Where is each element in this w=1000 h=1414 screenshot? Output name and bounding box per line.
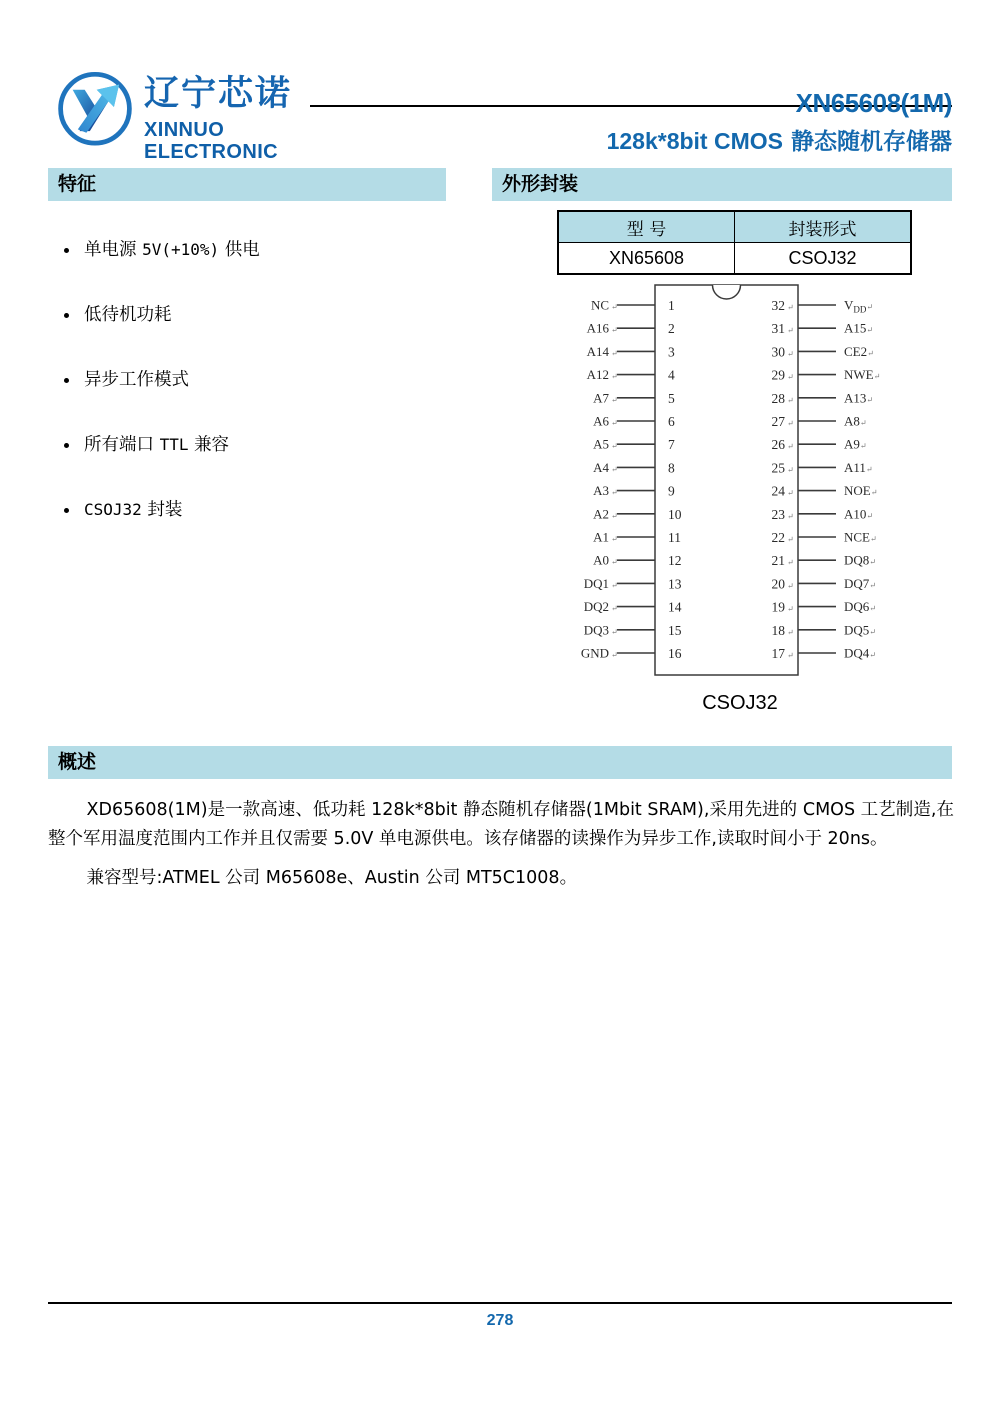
eol-mark-icon: ↵ — [611, 604, 618, 614]
eol-mark-icon: ↵ — [611, 580, 618, 590]
feature-text: 封装 — [147, 500, 183, 520]
eol-mark-icon: ↵ — [787, 535, 794, 544]
eol-mark-icon: ↵ — [787, 627, 794, 637]
pin-label-right: NOE↵ — [844, 483, 878, 499]
pin-label-left: A5 — [593, 436, 609, 452]
pin-label-left: DQ3 — [583, 622, 609, 638]
overview-paragraph-2: 兼容型号:ATMEL 公司 M65608e、Austin 公司 MT5C1008。 — [86, 868, 578, 888]
pin-number-left: 13 — [668, 576, 682, 592]
pin-number-left: 7 — [668, 437, 675, 453]
eol-mark-icon: ↵ — [787, 442, 794, 452]
page-number: 278 — [486, 1312, 514, 1329]
eol-mark-icon: ↵ — [611, 302, 618, 312]
pin-label-right: A9↵ — [844, 436, 867, 452]
pin-label-left: A12 — [586, 367, 609, 383]
pin-label-left: A4 — [593, 459, 609, 475]
pin-label-left: A1 — [593, 529, 609, 545]
pin-label-right: $V_{DD}^↵$ — [844, 297, 874, 315]
pin-number-left: 16 — [668, 646, 682, 661]
package-table — [557, 210, 912, 275]
eol-mark-icon: ↵ — [787, 465, 794, 475]
table-row — [558, 243, 911, 275]
pin-label-left: A7 — [593, 390, 609, 406]
feature-item — [60, 433, 460, 457]
section-header-package — [492, 168, 952, 201]
eol-mark-icon: ↵ — [787, 651, 794, 660]
package-caption: CSOJ32 — [702, 692, 778, 714]
pin-label-left: A16 — [586, 320, 609, 336]
pin-number-right: 22 — [771, 530, 785, 545]
pin-label-left: A2 — [593, 506, 609, 522]
pin-number-left: 11 — [668, 530, 681, 545]
page-title — [607, 126, 952, 157]
pin-number-left: 8 — [668, 460, 675, 476]
eol-mark-icon: ↵ — [787, 419, 794, 428]
pin-label-right: A15↵ — [844, 320, 874, 336]
pin-number-left: 1 — [668, 298, 675, 313]
feature-value: 5V(+10%) — [142, 240, 220, 259]
logo-chinese-name: 辽宁芯诺 — [144, 74, 293, 114]
pin-number-right: 31 — [771, 321, 785, 337]
pin-label-right: DQ5↵ — [844, 622, 876, 638]
eol-mark-icon: ↵ — [787, 581, 794, 591]
table-cell-package: CSOJ32 — [735, 243, 912, 275]
pin-number-right: 21 — [771, 553, 785, 569]
pin-label-right: CE2↵ — [844, 343, 874, 359]
pin-number-right: 17 — [771, 646, 785, 661]
pin-number-left: 2 — [668, 321, 675, 337]
pin-number-right: 27 — [771, 414, 785, 429]
eol-mark-icon: ↵ — [611, 650, 618, 660]
pin-number-left: 4 — [668, 367, 675, 383]
feature-text: 异步工作模式 — [84, 370, 189, 390]
pin-number-right: 20 — [771, 576, 785, 592]
pin-label-right: NWE↵ — [844, 367, 881, 383]
table-header-model: 型 号 — [558, 211, 735, 243]
pin-number-left: 12 — [668, 553, 682, 569]
pin-number-right: 18 — [771, 622, 785, 638]
section-title-package: 外形封装 — [502, 173, 579, 195]
pin-label-right: A10↵ — [844, 506, 874, 522]
eol-mark-icon: ↵ — [611, 557, 618, 567]
eol-mark-icon: ↵ — [611, 627, 618, 637]
feature-text: 低待机功耗 — [84, 305, 172, 325]
eol-mark-icon: ↵ — [611, 534, 618, 544]
pin-number-right: 28 — [771, 390, 785, 406]
pin-label-left: A0 — [593, 552, 609, 568]
pin-label-left: NC — [590, 297, 609, 313]
pin-label-right: DQ4↵ — [844, 645, 876, 661]
pin-number-right: 24 — [771, 483, 785, 499]
eol-mark-icon: ↵ — [787, 326, 794, 336]
pin-number-right: 19 — [771, 599, 785, 615]
eol-mark-icon: ↵ — [787, 511, 794, 521]
eol-mark-icon: ↵ — [787, 303, 794, 312]
pin-label-right: NCE↵ — [844, 529, 877, 545]
section-title-features: 特征 — [58, 173, 97, 195]
overview-section — [48, 796, 954, 893]
eol-mark-icon: ↵ — [611, 418, 618, 428]
eol-mark-icon: ↵ — [611, 348, 618, 358]
eol-mark-icon: ↵ — [787, 488, 794, 498]
feature-text: 所有端口 — [84, 435, 154, 455]
subtitle-latin: 128k*8bit CMOS — [606, 128, 783, 154]
pin-label-left: A6 — [593, 413, 609, 429]
eol-mark-icon: ↵ — [611, 511, 618, 521]
eol-mark-icon: ↵ — [787, 558, 794, 568]
eol-mark-icon: ↵ — [787, 395, 794, 405]
pin-number-left: 15 — [668, 622, 682, 638]
eol-mark-icon: ↵ — [611, 441, 618, 451]
pin-number-left: 3 — [668, 344, 675, 360]
pin-number-right: 32 — [771, 298, 785, 313]
pin-label-right: A11↵ — [844, 459, 873, 475]
pin-configuration-diagram — [555, 275, 925, 685]
feature-text: 供电 — [224, 240, 260, 260]
feature-value: CSOJ32 — [84, 500, 142, 519]
section-header-overview — [48, 746, 952, 779]
eol-mark-icon: ↵ — [611, 464, 618, 474]
pin-diagram-svg — [555, 275, 925, 685]
table-header-row — [558, 211, 911, 243]
xinnuo-logo-icon — [52, 64, 138, 150]
pin-label-left: A14 — [586, 343, 609, 359]
feature-item — [60, 303, 460, 327]
pin-label-left: DQ1 — [583, 575, 609, 591]
feature-item — [60, 498, 460, 522]
pin-number-left: 9 — [668, 483, 675, 499]
pin-number-right: 23 — [771, 506, 785, 522]
table-header-package: 封装形式 — [735, 211, 912, 243]
eol-mark-icon: ↵ — [611, 325, 618, 335]
pin-label-right: DQ8↵ — [844, 552, 876, 568]
pin-number-right: 25 — [771, 460, 785, 476]
eol-mark-icon: ↵ — [787, 372, 794, 382]
feature-value: TTL — [159, 435, 189, 454]
feature-item — [60, 238, 460, 262]
pin-label-right: DQ7↵ — [844, 575, 876, 591]
feature-text: 单电源 — [84, 240, 137, 260]
pin-number-left: 6 — [668, 414, 675, 429]
eol-mark-icon: ↵ — [611, 488, 618, 498]
pin-label-left: A3 — [593, 483, 609, 499]
pin-number-left: 10 — [668, 506, 682, 522]
section-header-features — [48, 168, 446, 201]
overview-paragraph-1: XD65608(1M)是一款高速、低功耗 128k*8bit 静态随机存储器(1Mbit SRAM),采用先进的 CMOS 工艺制造,在整个军用温度范围内工作并且仅需要 5.0V 单电源供电。该存储器的读操作为异步工作,读取时间小于 20ns。 — [48, 800, 954, 849]
features-list — [60, 238, 460, 563]
pin-label-right: A8↵ — [844, 413, 867, 429]
page-header — [48, 58, 952, 163]
pin-label-left: GND — [580, 645, 609, 661]
pin-number-right: 26 — [771, 437, 785, 453]
subtitle-chinese: 静态随机存储器 — [791, 129, 952, 155]
pin-number-left: 5 — [668, 390, 675, 406]
pin-number-left: 14 — [668, 599, 682, 615]
pin-number-right: 30 — [771, 344, 785, 360]
pin-label-right: A13↵ — [844, 390, 874, 406]
pin-number-right: 29 — [771, 367, 785, 383]
part-number: XN65608(1M) — [795, 88, 952, 118]
feature-item — [60, 368, 460, 392]
section-title-overview: 概述 — [58, 751, 97, 773]
feature-text: 兼容 — [194, 435, 230, 455]
table-cell-model: XN65608 — [558, 243, 735, 275]
eol-mark-icon: ↵ — [611, 395, 618, 405]
eol-mark-icon: ↵ — [611, 372, 618, 382]
footer-divider-line — [48, 1302, 952, 1304]
eol-mark-icon: ↵ — [787, 604, 794, 614]
eol-mark-icon: ↵ — [787, 349, 794, 359]
pin-label-right: DQ6↵ — [844, 599, 876, 615]
company-logo — [48, 62, 308, 163]
pin-label-left: DQ2 — [583, 599, 609, 615]
logo-english-name: XINNUO ELECTRONIC — [144, 119, 278, 163]
